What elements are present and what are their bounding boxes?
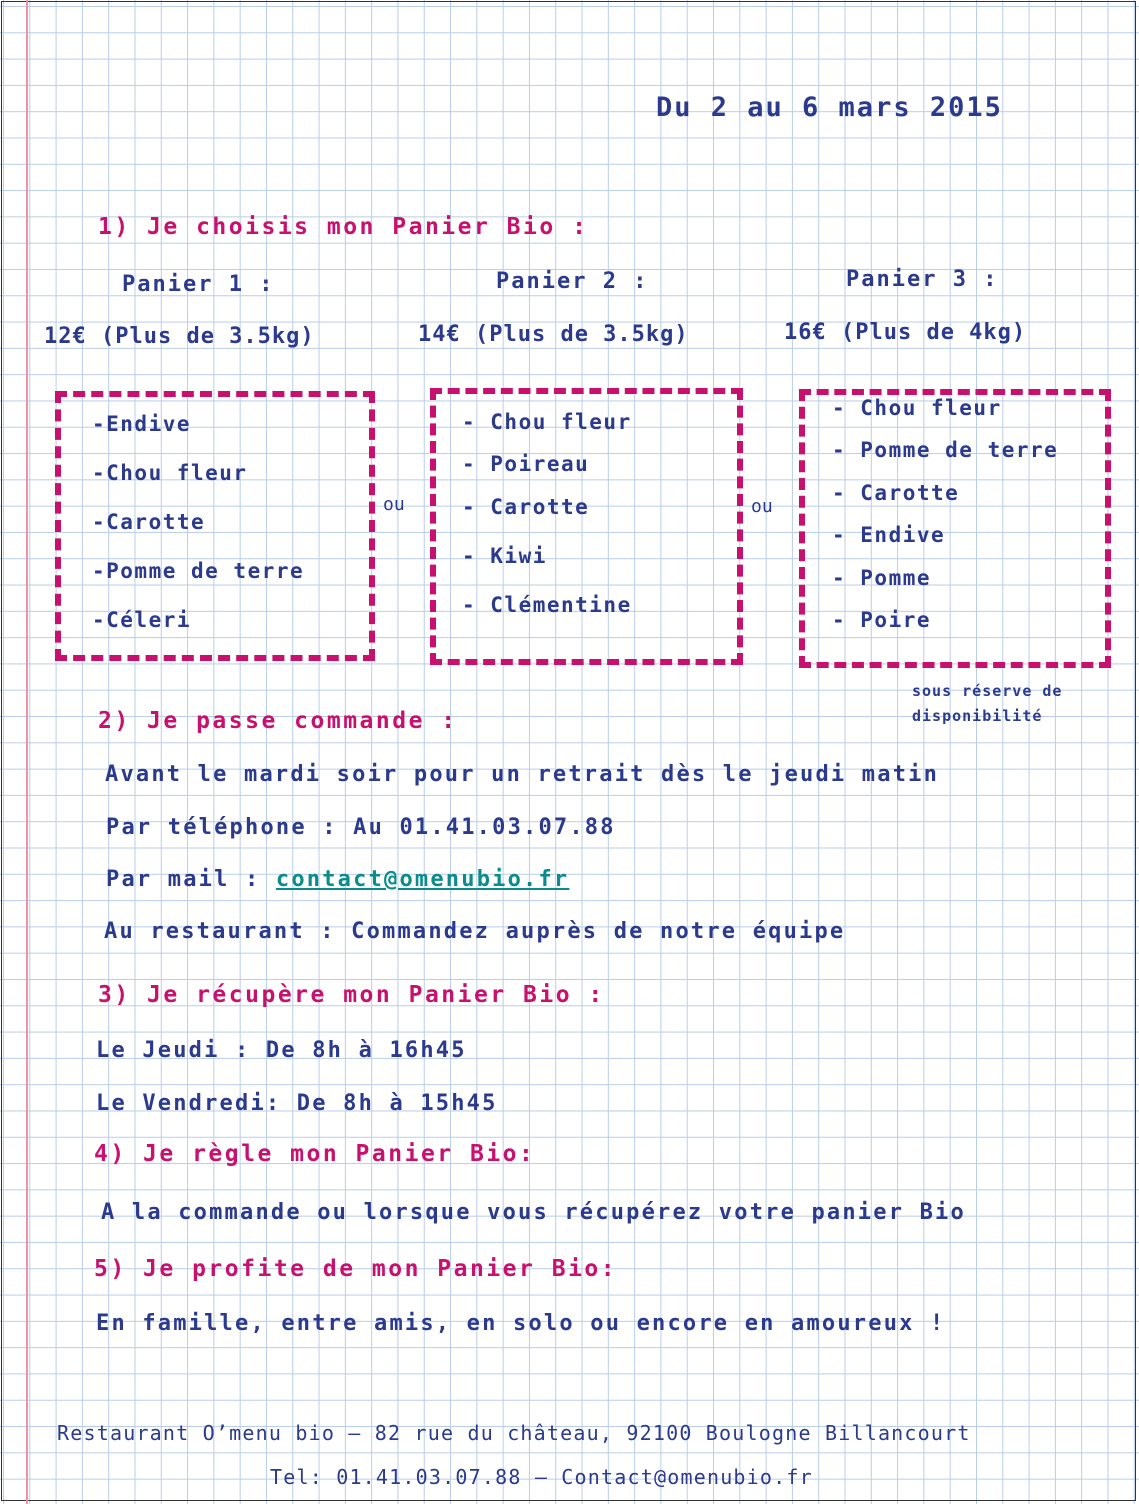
order-mail-label: Par mail : [106, 867, 276, 892]
panier3-item: - Chou fleur [832, 396, 1002, 420]
panier3-price: 16€ (Plus de 4kg) [784, 320, 1027, 345]
separator-ou-2: ou [751, 496, 773, 517]
panier2-price: 14€ (Plus de 3.5kg) [418, 322, 689, 347]
order-phone-text: Par téléphone : Au 01.41.03.07.88 [106, 815, 616, 840]
step2-heading: 2) Je passe commande : [98, 708, 458, 734]
panier3-item: - Pomme [832, 566, 932, 590]
step5-heading: 5) Je profite de mon Panier Bio: [94, 1256, 618, 1282]
panier2-item: - Clémentine [462, 593, 632, 617]
enjoy-text: En famille, entre amis, en solo ou encore en amoureux ! [96, 1311, 946, 1336]
order-restaurant-text: Au restaurant : Commandez auprès de notre équipe [104, 919, 846, 944]
panier1-price: 12€ (Plus de 3.5kg) [44, 324, 315, 349]
panier1-item: -Endive [92, 412, 192, 436]
panier2-item: - Kiwi [462, 544, 547, 568]
panier1-item: -Carotte [92, 510, 206, 534]
panier2-item: - Carotte [462, 495, 590, 519]
panier1-item: -Céleri [92, 608, 192, 632]
panier2-title: Panier 2 : [496, 269, 649, 294]
panier2-item: - Chou fleur [462, 410, 632, 434]
panier1-item: -Chou fleur [92, 461, 248, 485]
panier2-item: - Poireau [462, 452, 590, 476]
footer-contact: Tel: 01.41.03.07.88 – Contact@omenubio.fr [270, 1465, 813, 1489]
panier3-title: Panier 3 : [846, 267, 999, 292]
order-mail-row [106, 867, 569, 892]
order-deadline-text: Avant le mardi soir pour un retrait dès le jeudi matin [105, 762, 940, 787]
date-range: Du 2 au 6 mars 2015 [656, 92, 1003, 123]
panier3-item: - Poire [832, 608, 932, 632]
step1-heading: 1) Je choisis mon Panier Bio : [98, 214, 589, 240]
panier3-item: - Pomme de terre [832, 438, 1059, 462]
separator-ou-1: ou [383, 494, 405, 515]
availability-note-line1: sous réserve de [912, 682, 1063, 700]
panier3-item: - Endive [832, 523, 946, 547]
panier1-title: Panier 1 : [122, 272, 275, 297]
notebook-margin-line [26, 0, 28, 1504]
pickup-thursday-text: Le Jeudi : De 8h à 16h45 [96, 1038, 467, 1063]
panier3-item: - Carotte [832, 481, 960, 505]
pickup-friday-text: Le Vendredi: De 8h à 15h45 [96, 1091, 498, 1116]
footer-address: Restaurant O’menu bio – 82 rue du château, 92100 Boulogne Billancourt [57, 1421, 971, 1445]
step3-heading: 3) Je récupère mon Panier Bio : [98, 982, 605, 1008]
panier1-item: -Pomme de terre [92, 559, 305, 583]
step4-heading: 4) Je règle mon Panier Bio: [94, 1141, 536, 1167]
availability-note-line2: disponibilité [912, 707, 1043, 725]
contact-email-link[interactable]: contact@omenubio.fr [275, 867, 570, 892]
payment-text: A la commande ou lorsque vous récupérez votre panier Bio [101, 1200, 966, 1225]
